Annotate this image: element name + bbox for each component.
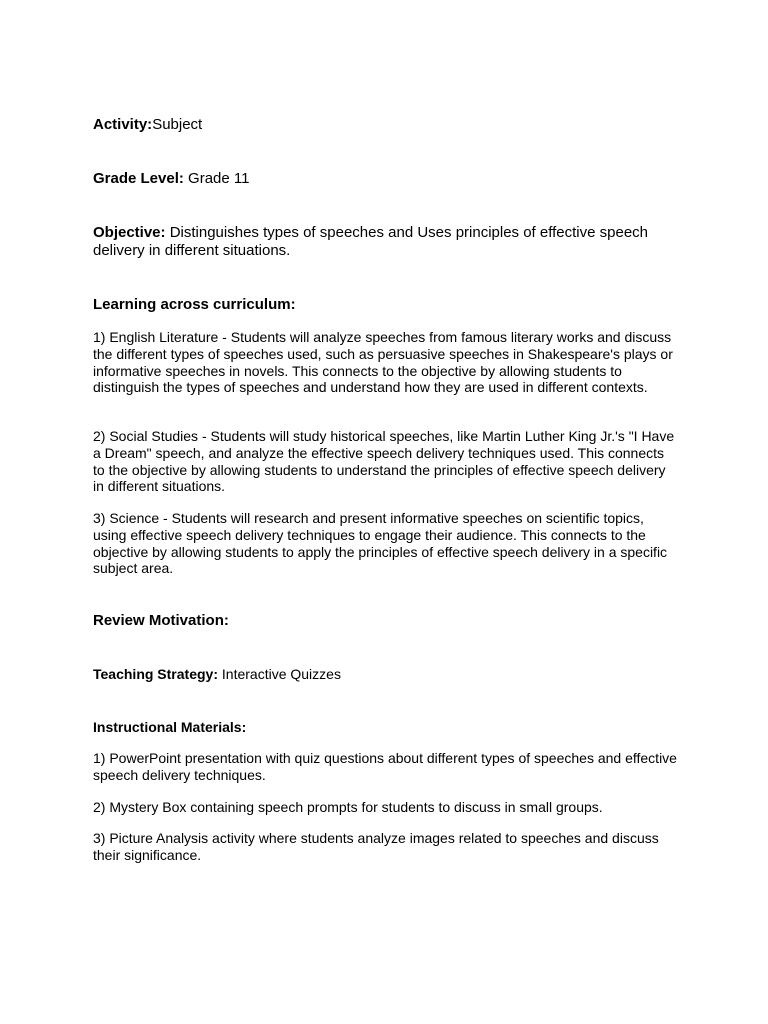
material-item-picture-analysis: 3) Picture Analysis activity where students analyze images related to speeches and discuss their significance. xyxy=(93,830,659,863)
curriculum-item-english: 1) English Literature - Students will analyze speeches from famous literary works and discuss the different types of speeches used, such as persuasive speeches in Shakespeare's plays or informative speeches in novels. This connects to the objective by allowing students to distinguish the types of speeches and understand how they are used in different contexts. xyxy=(93,329,673,396)
material-item-powerpoint: 1) PowerPoint presentation with quiz questions about different types of speeches and effective speech delivery techniques. xyxy=(93,750,677,783)
material-item-mystery-box: 2) Mystery Box containing speech prompts for students to discuss in small groups. xyxy=(93,799,603,815)
objective-value: Distinguishes types of speeches and Uses principles of effective speech delivery in different situations. xyxy=(93,224,649,259)
objective-line xyxy=(93,224,678,260)
objective-label: Objective: xyxy=(93,224,166,241)
learning-across-curriculum-heading: Learning across curriculum: xyxy=(93,296,296,313)
activity-line xyxy=(93,116,678,134)
instructional-materials-heading: Instructional Materials: xyxy=(93,719,247,735)
teaching-strategy-line xyxy=(93,666,678,683)
teaching-strategy-value: Interactive Quizzes xyxy=(218,666,341,682)
curriculum-item-science: 3) Science - Students will research and present informative speeches on scientific topics, using effective speech delivery techniques to engage their audience. This connects to the objective by allowing students to apply the principles of effective speech delivery in a specific subject area. xyxy=(93,510,668,577)
grade-level-label: Grade Level: xyxy=(93,170,184,187)
activity-value: Subject xyxy=(152,116,203,133)
teaching-strategy-label: Teaching Strategy: xyxy=(93,666,218,682)
grade-level-value: Grade 11 xyxy=(183,170,250,187)
curriculum-item-social-studies: 2) Social Studies - Students will study historical speeches, like Martin Luther King Jr.'s "I Have a Dream" speech, and analyze the effective speech delivery techniques used. This connects to the objective by allowing students to understand the principles of effective speech delivery in different situations. xyxy=(93,428,675,495)
grade-level-line xyxy=(93,170,678,188)
activity-label: Activity: xyxy=(93,116,153,133)
review-motivation-heading: Review Motivation: xyxy=(93,612,229,629)
